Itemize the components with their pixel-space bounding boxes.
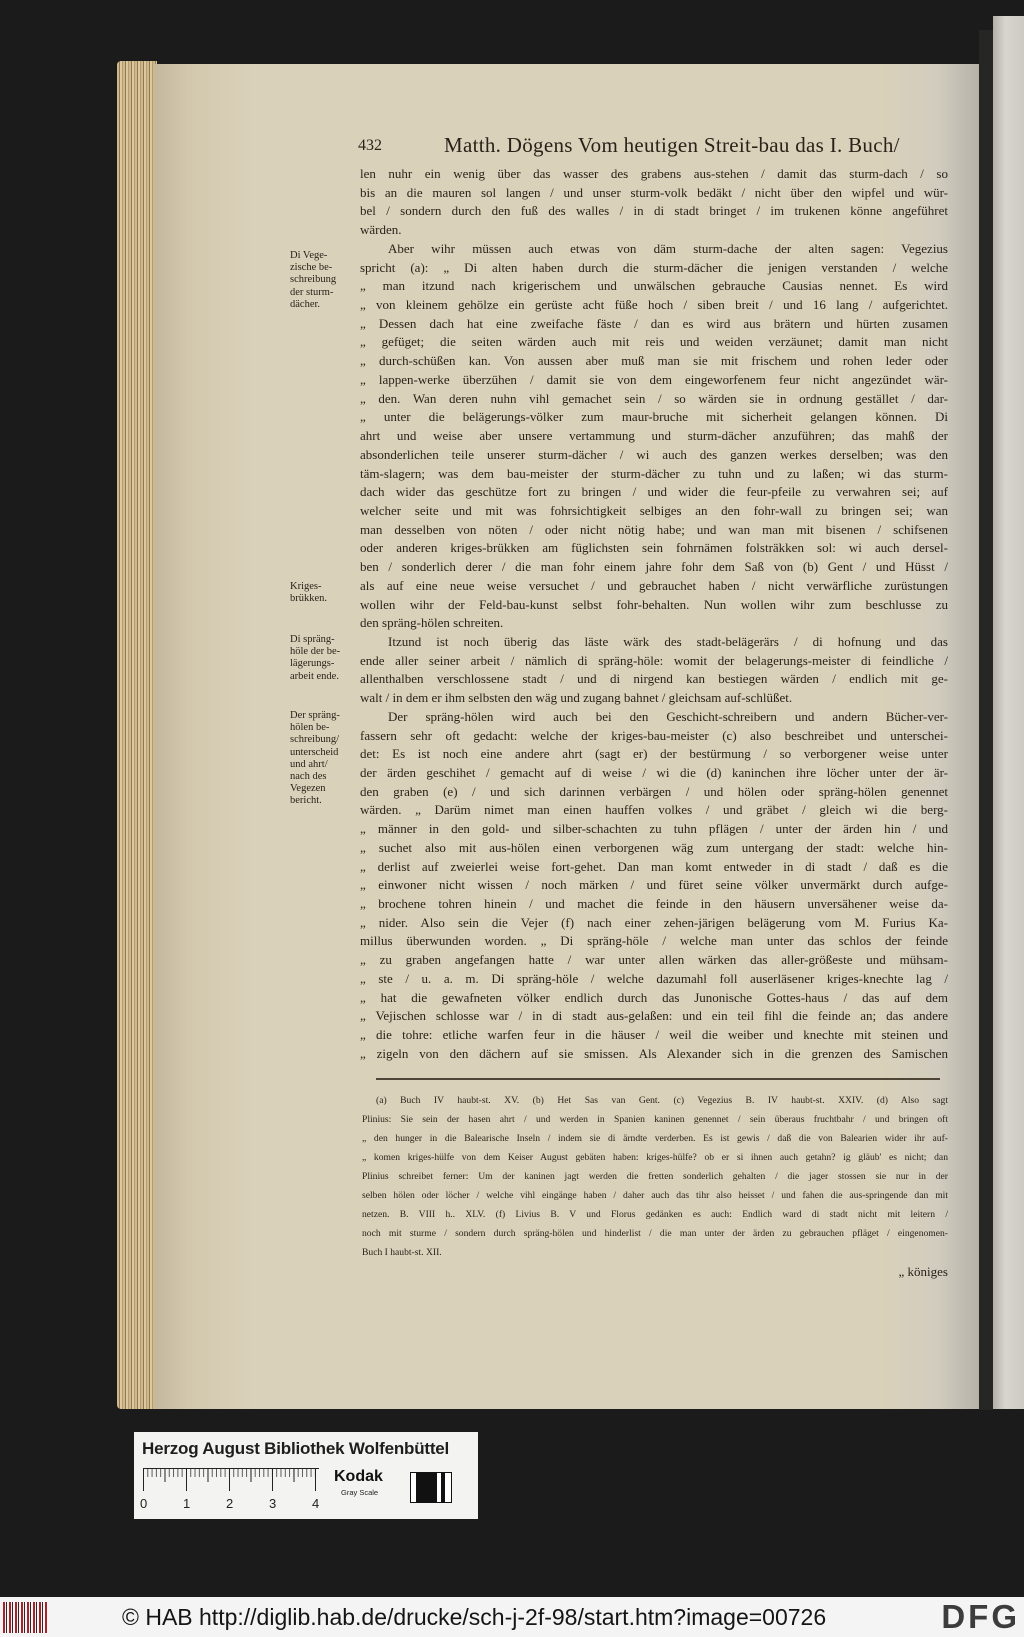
book-page-edges (117, 61, 157, 1409)
margin-note (290, 581, 356, 605)
gray-scale-patch (410, 1472, 452, 1503)
margin-note-line: schreibung (290, 274, 337, 286)
body-line: millus überwunden worden. „ Di spräng-höle / welche man unter das schlos der feinde (360, 933, 948, 949)
dfg-logo: DFG (941, 1598, 1020, 1635)
body-line: Itzund ist noch überig das läste wärk des stadt-belägerärs / di hofnung und das (388, 633, 948, 649)
body-line: als auf eine neue weise versuchet / und gebrauchet haben / nicht verwärfliche zurüstungen (360, 577, 948, 593)
body-line: ende aller seiner arbeit / nämlich di spräng-höle: womit der belagerungs-meister di feindliche / (360, 652, 948, 668)
body-line: „ einwoner nicht wissen / noch märken / und füret seine völker unvermärkt durch aufge- (360, 877, 948, 893)
body-text (360, 165, 948, 1064)
body-line: „ die tohre: etliche warfen feur in die häuser / weil die weiber und knechte mit steinen und (360, 1027, 948, 1043)
body-line: „ zu graben angefangen hatte / war unter allen wärken das aller-größeste und mühsam- (360, 952, 948, 968)
body-line: „ lappen-werke überzühen / damit sie von dem eingeworfenem feur nicht angezündet wär- (360, 371, 948, 387)
body-line: „ männer in den gold- und silber-schachten zu tuhn pflägen / unter der ärden hin / und (360, 821, 948, 837)
paragraph (360, 165, 948, 240)
library-label (134, 1432, 478, 1519)
footnote-line: „ den hunger in die Balearische Inseln / indem sie di ärndte verderben. Es ist gewis / daß die von Balearien wider ihr auf- (362, 1133, 948, 1144)
ruler-number: 0 (140, 1496, 148, 1511)
body-line: Der spräng-hölen wird auch bei den Geschicht-schreibern und andern Bücher-ver- (388, 708, 948, 724)
body-line: walt / in dem er ihm selbsten den wäg und zugang bahnet / gleichsam auf-schlüßet. (360, 690, 793, 706)
body-line: Aber wihr müssen auch etwas von däm sturm-dache der alten sagen: Vegezius (388, 240, 948, 256)
body-line: „ gefüget; die seiten wärden auch mit reis und weiden verzäunet; damit man nicht (360, 334, 948, 350)
footnote-rule (376, 1078, 940, 1080)
ruler-number: 1 (183, 1496, 191, 1511)
body-line: fassern sehr oft gedacht: welche der kriges-bau-meister (c) also beschreibet und unterschei- (360, 727, 948, 743)
copyright-url: © HAB http://diglib.hab.de/drucke/sch-j-2f-98/start.htm?image=00726 (122, 1604, 827, 1630)
margin-note-line: der sturm- (290, 286, 334, 298)
ruler-number: 4 (312, 1496, 320, 1511)
footnote-line: Plinius schreibet ferner: Um der kaninen jagt werden die fretten sonderlich gehalten / die jager stossen sie nur in der (362, 1171, 948, 1182)
margin-note (290, 250, 356, 311)
margin-note-line: brükken. (290, 593, 328, 605)
body-line: „ hat die gewafneten völker endlich durch das Junonische Gottes-haus / das auf dem (360, 989, 948, 1005)
ruler-numbers (140, 1495, 333, 1513)
body-line: absonderlichen teile unserer sturm-dächer / wi auch des ganzen werkes derselben; was den (360, 446, 948, 462)
margin-note-line: unterscheid (290, 746, 339, 758)
body-line: „ brochene tohren hinein / und machet die feinde in den häusern unversähener weise da- (360, 896, 948, 912)
body-line: „ suchet also mit aus-hölen einen verborgenen wäg zum untergang der stadt: welche hin- (360, 839, 948, 855)
hab-logo-icon (3, 1602, 47, 1633)
footnote-line: Plinius: Sie sein der hasen ahrt / und werden in Spanien kaninen genennet / sein überaus fruchtbahr / und bringen oft (362, 1114, 948, 1125)
margin-note (290, 634, 356, 683)
body-line: ahrt und weise aber unsere vertammung und sturm-dächer anzuführen; das mahß der (360, 428, 948, 444)
body-line: bis an die mauren sol langen / und unser sturm-volk bedäkt / nicht über den wipfel und wür- (360, 184, 948, 200)
body-line: „ derlist auf zweierlei weise fort-gehet. Dan man komt entweder in di stadt / daß es die (360, 858, 948, 874)
paragraph (362, 1091, 948, 1262)
body-line: „ Dessen dach hat eine zweifache fäste / dan es wird aus brätern und hürten zusamen (360, 315, 948, 331)
scale-ruler (143, 1468, 319, 1493)
margin-note-line: Der spräng- (290, 710, 340, 721)
footnote-line: netzen. B. VIII h.. XLV. (f) Livius B. V und Florus gedänken es auch: Endlich ward di stadt nicht mit leitern / (362, 1209, 948, 1220)
body-line: „ den. Wan deren nuhn vihl gemachet sein / so wärden sie in ordnung gestället / dar- (360, 390, 948, 406)
paragraph (360, 708, 948, 1064)
body-line: täm-slagern; was dem bau-meister der sturm-dächer zu tuhn und zu laßen; wi das sturm- (360, 465, 948, 481)
body-line: spricht (a): „ Di alten haben durch die sturm-dächer die jenigen verstanden / welche (360, 259, 948, 275)
margin-note-line: Kriges- (290, 581, 322, 592)
margin-note-line: Vegezen (290, 783, 326, 795)
body-line: „ von kleinem gehölze ein gerüste acht füße hoch / siben breit / und 16 lang / aufgerichtet. (360, 297, 948, 313)
ruler-number: 3 (269, 1496, 277, 1511)
body-line: den spräng-hölen schreiten. (360, 615, 504, 631)
body-line: wollen wihr der Feld-bau-kunst selbst fohr-behalten. Nun wollen wihr zum beschlusse zu (360, 596, 948, 612)
body-line: „ ste / u. a. m. Di spräng-höle / welche dazumahl foll auserläsener kriges-knechte lag / (360, 970, 948, 986)
body-line: „ man itzund nach krigerischem und unwälschen gebrauche Causias nennet. Es wird (360, 278, 948, 294)
gray-scale-label: Gray Scale (341, 1488, 379, 1497)
body-line: wärden. „ Darüm nimet man einen hauffen volkes / und gräbet / gleich wi die berg- (360, 802, 948, 818)
margin-note-line: nach des (290, 771, 327, 783)
margin-note-line: zische be- (290, 262, 333, 274)
body-line: man desselben von nöten / oder nicht nötig habe; und wan man mit bisenen / schifsenen (360, 521, 948, 537)
paragraph (360, 240, 948, 633)
footnote-line: Buch I haubt-st. XII. (362, 1247, 442, 1258)
margin-note-line: arbeit ende. (290, 670, 339, 682)
body-line: det: Es ist noch eine andere ahrt (sagt er) der bestürmung / so verborgener weise unter (360, 746, 948, 762)
margin-note-line: bericht. (290, 795, 322, 807)
book-gutter (979, 30, 993, 1410)
body-line: „ durch-schüßen kan. Von aussen aber muß man sie mit frischem und rohen leder oder (360, 353, 948, 369)
body-line: „ nider. Also sein die Vejer (f) nach einer zehen-järigen belägerung vom M. Furius Ka- (360, 914, 948, 930)
footnote-line: selben hölen oder löcher / welche vihl eingänge haben / daher auch das tihr also heisset / und fahen die aus-springende dan mit (362, 1190, 948, 1201)
body-line: bel / sondern durch den fuß des walles / in di stadt bringet / im trukenen könne angeführet (360, 203, 948, 219)
margin-note-line: Di spräng- (290, 634, 335, 645)
body-line: len nuhr ein wenig über das wasser des grabens aus-stehen / damit das sturm-dach / so (360, 166, 948, 181)
kodak-brand: Kodak (334, 1468, 383, 1485)
body-line: „ zigeln von den dächern auf sie smissen. Als Alexander sich in die grenzen des Samischen (360, 1045, 948, 1061)
page-number: 432 (358, 137, 382, 154)
footnote-line: „ komen kriges-hülfe von dem Keiser August gebäten haben: kriges-hülfe? ob er si ihnen auch getahn? ig gläub' es nicht; dan (362, 1152, 948, 1163)
body-line: welcher seite und mit was fohrsichtigkeit selbiges an den fohr-wall zu bringen sei; wan (360, 502, 948, 518)
body-line: dach wider das geschütze fort zu bringen / und wider die feur-pfeile zu verwahren sei; auf (360, 484, 948, 500)
paragraph (360, 633, 948, 708)
footnotes (362, 1091, 948, 1262)
body-line: „ unter die belägerungs-völker zum maur-bruche mit sicherheit gelangen können. Di (360, 409, 948, 425)
footnote-line: (a) Buch IV haubt-st. XV. (b) Het Sas van Gent. (c) Vegezius B. IV haubt-st. XXIV. (d) Also sagt (376, 1095, 948, 1106)
margin-note (290, 710, 356, 808)
body-line: oder anderen kriges-brükken am füglichsten sein fohrnämen folsträkken sol: wi auch dersel- (360, 540, 948, 556)
margin-note-line: und ahrt/ (290, 758, 328, 770)
footnote-line: noch mit sturme / sondern durch spräng-hölen und hinderlist / die man unter der ärden zu gebrauchen pfläget / eingenomen- (362, 1228, 948, 1239)
margin-note-line: dächer. (290, 298, 321, 310)
margin-note-line: höle der be- (290, 646, 341, 658)
running-title: Matth. Dögens Vom heutigen Streit-bau das I. Buch/ (444, 133, 900, 157)
margin-note-line: Di Vege- (290, 250, 328, 261)
ruler-number: 2 (226, 1496, 234, 1511)
margin-note-line: hölen be- (290, 722, 330, 734)
body-line: der ärden geschihet / gemacht auf di weise / wi die (d) kaninchen ihre löcher unter der är- (360, 765, 948, 780)
body-line: allenthalben verschlossene stadt / und di nirgend kan bestiegen wärden / endlich mit ge- (360, 671, 948, 687)
body-line: „ Vejischen schlosse war / in di stadt aus-gelaßen: und ein teil fihl die feinde an; das andere (360, 1008, 948, 1024)
footer-bar (0, 1597, 1024, 1637)
margin-note-line: schreibung/ (290, 734, 339, 746)
body-line: wärden. (360, 222, 402, 238)
margin-note-line: lägerungs- (290, 658, 335, 670)
library-name: Herzog August Bibliothek Wolfenbüttel (142, 1439, 450, 1458)
catchword: „ königes (898, 1264, 948, 1279)
facing-page-edge (993, 16, 1024, 1409)
body-line: den graben (e) / und sich darinnen verbärgen / und hölen oder spräng-hölen genennet (360, 783, 948, 799)
body-line: ben / sonderlich derer / die man fohr einem jahre fohr dem Saß von (b) Gent / und Hüsst / (360, 559, 948, 575)
